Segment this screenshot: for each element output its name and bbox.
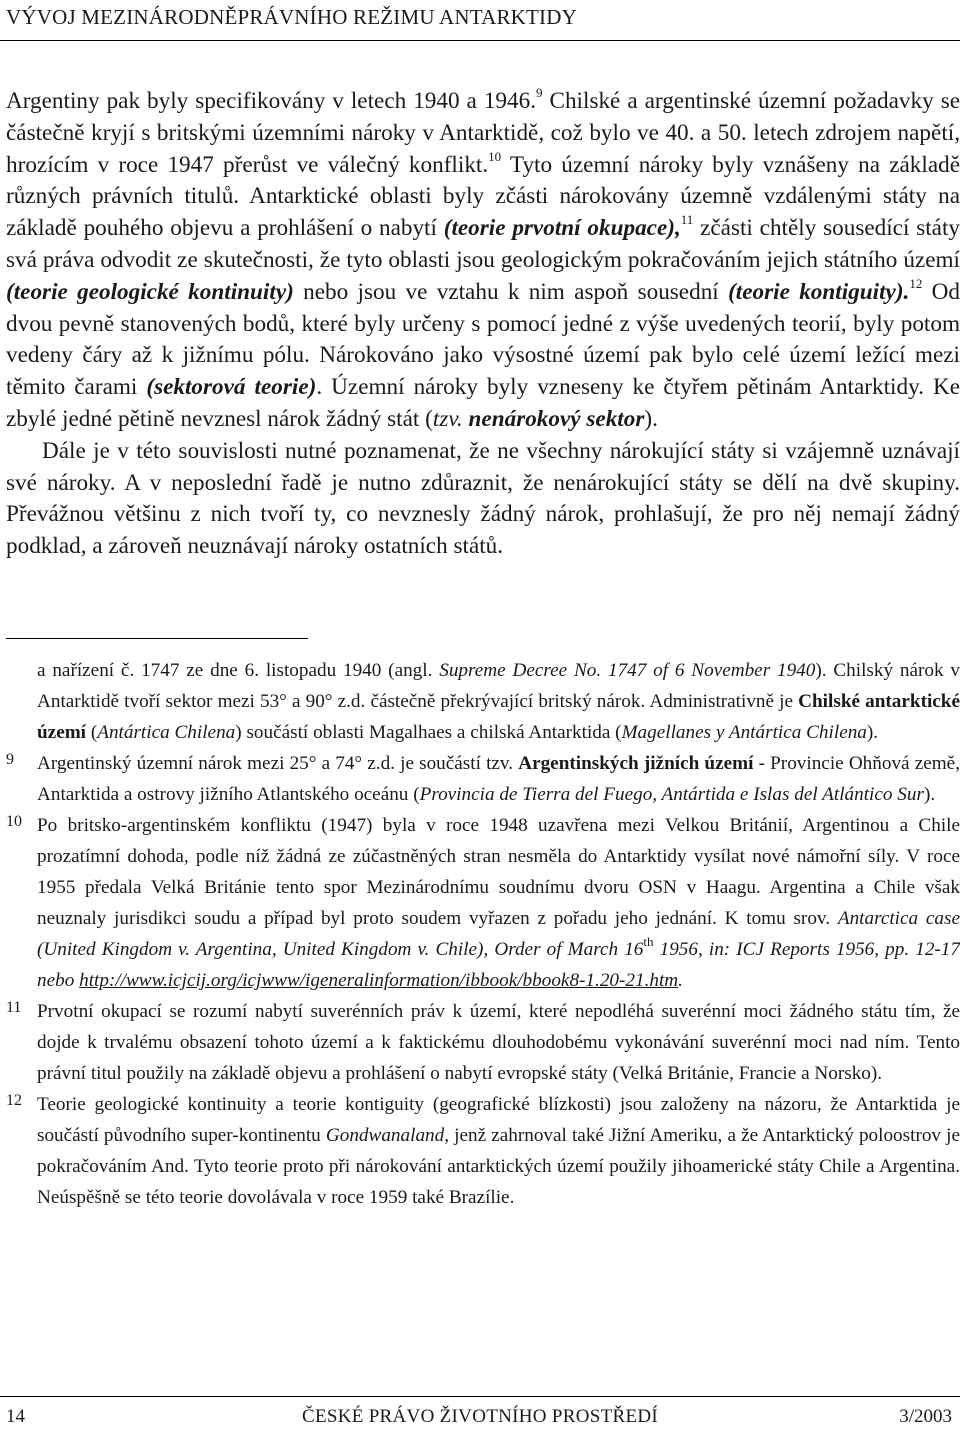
footnote-number: 11 [6, 999, 22, 1016]
paragraph-text: ). [644, 405, 658, 432]
footnote-text: ( [86, 722, 98, 743]
footnote-ref-11[interactable]: 11 [680, 212, 694, 228]
paragraph-2: Dále je v této souvislosti nutné poznamenat, že ne všechny nárokující státy si vzájemně uznávají své nároky. A v neposlední řadě je nutno zdůraznit, že nenárokující státy se dělí na dvě skupiny. Převážnou většinu z nich tvoří ty, co nevznesly žádný nárok, prohlašují, že pro něj nemají žádný podklad, a zároveň neuznávají nároky ostatních států. [6, 437, 960, 560]
footnote-text: a nařízení č. 1747 ze dne 6. listopadu 1940 (angl. [37, 660, 440, 681]
footnote-number: 10 [6, 813, 22, 830]
term-contiguity: (teorie kontiguity). [728, 278, 910, 305]
running-header [0, 0, 960, 41]
footnote-text: , jenž zahrnoval také Jižní Ameriku, a že Antarktický poloostrov je pokračováním And. Tyto teorie proto při nárokování antarktických území použily jihoamerické státy Chile a Argentina. Neúspěšně se této teorie dovolávala v roce 1959 také Brazílie. [37, 1125, 960, 1208]
footnote-number: 12 [6, 1092, 22, 1109]
footnote-10 [6, 810, 960, 996]
footnotes [6, 655, 960, 1213]
paragraph-text: Tyto územní nároky byly vznášeny na základě různých právních titulů. Antarktické oblasti byly zčásti nárokovány územně vzdálenými státy na základě pouhého objevu a prohlášení o nabytí [6, 151, 960, 242]
footnote-text: Argentinský územní nárok mezi 25° a 74° z.d. je součástí tzv. [37, 753, 519, 774]
footnote-9 [6, 748, 960, 810]
footnote-ref-9[interactable]: 9 [536, 85, 543, 101]
term-sector-theory: (sektorová teorie) [146, 374, 317, 401]
footnote-ref-10[interactable]: 10 [488, 148, 502, 164]
footnote-12 [6, 1089, 960, 1213]
footnote-text: Prvotní okupací se rozumí nabytí suverénních práv k území, které nepodléhá suverénní moci žádného státu tím, že dojde k trvalému obsazení tohoto území a k faktickému dlouhodobému vykonávání suverénní moci nad ním. Tento právní titul použily na základě objevu a prohlášení o nabytí evropské státy (Velká Británie, Francie a Norsko). [37, 1001, 960, 1084]
footnote-italic: Gondwanaland [325, 1125, 445, 1146]
term-geological-continuity: (teorie geologické kontinuity) [6, 278, 294, 305]
paragraph-text: . Územní nároky byly vzneseny ke čtyřem pětinám Antarktidy. Ke zbylé jedné pětině nevznesl nárok žádný stát ( [6, 374, 960, 432]
paragraph-text: Argentiny pak byly specifikovány v letech 1940 a 1946. [6, 88, 537, 114]
footnote-italic: Provincia de Tierra del Fuego, Antártida e Islas del Atlántico Sur [419, 784, 924, 805]
footnote-text: ). [866, 722, 879, 743]
paragraph-text: Od dvou pevně stanovených bodů, které byly určeny s pomocí jedné z výše uvedených teorií, byly potom vedeny čáry až k jižnímu pólu. Nárokováno jako výsostné území pak bylo celé území ležící mezi těmito čarami [6, 278, 960, 401]
footnote-text: Po britsko-argentinském konfliktu (1947) byla v roce 1948 uzavřena mezi Velkou Británií, Argentinou a Chile prozatímní dohoda, podle níž žádná ze zúčastněných stran nesměla do Antarktidy vysílat nové námořní síly. V roce 1955 předala Velká Británie tento spor Mezinárodnímu soudnímu dvoru OSN v Haagu. Argentina a Chile však neuznaly jurisdikci soudu a případ byl proto soudem vyřazen z pořadu jeho jednání. K tomu srov. [37, 815, 960, 929]
paragraph-text: Chilské a argentinské územní požadavky se částečně kryjí s britskými územními nároky v Antarktidě, což bylo ve 40. a 50. letech zdrojem napětí, hrozícím v roce 1947 přerůst ve válečný konflikt. [6, 88, 960, 178]
footnote-number: 9 [6, 751, 14, 768]
footnote-bold: Argentinských jižních území [518, 753, 754, 774]
footnote-italic: . [678, 970, 683, 991]
footnote-text: ) součástí oblasti Magalhaes a chilská Antarktida ( [235, 722, 622, 743]
term-unclaimed-sector: nenárokový sektor [468, 405, 645, 432]
running-header-title: VÝVOJ MEZINÁRODNĚPRÁVNÍHO REŽIMU ANTARKTIDY [6, 5, 577, 29]
footnote-italic: Antártica Chilena [97, 722, 236, 743]
footnote-text: - Provincie Ohňová země, Antarktida a ostrovy jižního Atlantského oceánu ( [37, 753, 960, 805]
footnote-italic: 1956, in: ICJ Reports 1956, pp. 12-17 nebo [37, 939, 960, 991]
issue-number: 3/2003 [899, 1406, 952, 1427]
footnote-11 [6, 996, 960, 1089]
footnote-ref-12[interactable]: 12 [909, 276, 923, 292]
paragraph-1 [6, 86, 960, 436]
journal-title: ČESKÉ PRÁVO ŽIVOTNÍHO PROSTŘEDÍ [301, 1406, 659, 1427]
footnote-italic: Magellanes y Antártica Chilena [621, 722, 867, 743]
footnote-text: ). Chilský nárok v Antarktidě tvoří sektor mezi 53° a 90° z.d. částečně překrývající britský nárok. Administrativně je [37, 660, 960, 712]
footnote-continuation [6, 655, 960, 748]
page-number: 14 [6, 1406, 25, 1427]
paragraph-text: zčásti chtěly sousedící státy svá práva odvodit ze skutečnosti, že tyto oblasti jsou geologickým pokračováním jejich státního území [6, 215, 960, 273]
footnote-separator [6, 638, 308, 639]
paragraph-text: nebo jsou ve vztahu k nim aspoň sousední [293, 278, 729, 305]
abbrev-tzv: tzv. [432, 405, 463, 432]
footnote-text: Teorie geologické kontinuity a teorie kontiguity (geografické blízkosti) jsou založeny na názoru, že Antarktida je součástí původního super-kontinentu [37, 1094, 960, 1146]
footnote-italic: Supreme Decree No. 1747 of 6 November 1940 [439, 660, 816, 681]
footnote-bold: Chilské antarktické území [37, 691, 960, 743]
footnote-sup: th [643, 933, 654, 949]
main-text [6, 86, 960, 563]
page-footer [0, 1396, 960, 1430]
footnote-text: ). [923, 784, 936, 805]
icj-link[interactable]: http://www.icjcij.org/icjwww/igeneralinformation/ibbook/bbook8-1.20-21.htm [79, 970, 679, 991]
term-first-occupation: (teorie prvotní okupace), [443, 215, 681, 242]
footnote-italic: Antarctica case (United Kingdom v. Argentina, United Kingdom v. Chile), Order of March 16 [37, 908, 960, 960]
